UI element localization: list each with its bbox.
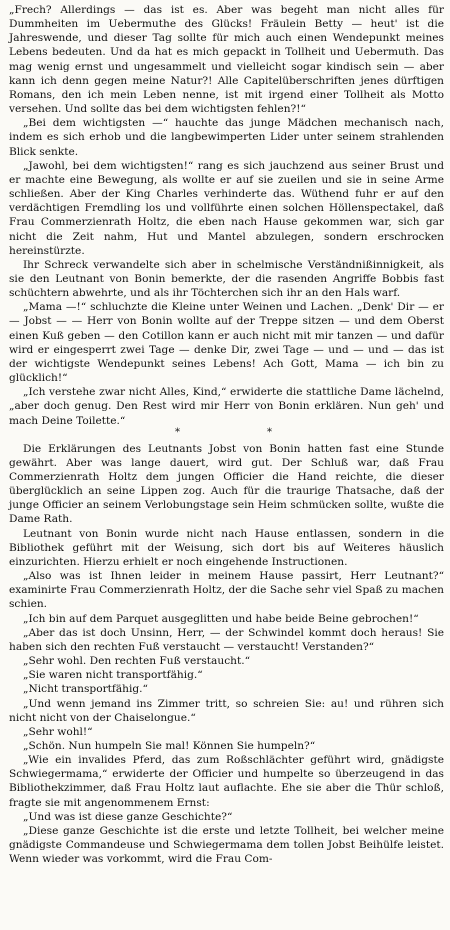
paragraph-17: „Sehr wohl!“ <box>23 725 93 738</box>
paragraph-14: „Sie waren nicht transportfähig.“ <box>23 669 203 682</box>
paragraph-8: Die Erklärungen des Leutnants Jobst von Bonin hatten fast eine Stunde gewährt. Aber was lange dauert, wird gut. Der Schluß war, daß Frau Commerzienrath Holtz dem jungen Officier die Hand reichte, die dieser überglücklich an seine Lippen zog. Auch für die traurige Thatsache, daß der junge Officier an seinem Verlobungstage sein Heim schmücken sollte, wußte die Dame Rath. <box>9 442 444 526</box>
separator-mark-right: * <box>267 426 272 438</box>
paragraph-5: „Mama —!“ schluchzte die Kleine unter Weinen und Lachen. „Denk' Dir — er — Jobst — — Herr von Bonin wollte auf der Treppe sitzen — und dem Oberst einen Kuß geben — den Cotillon kann er auch nicht mit mir tanzen — und dafür wird er eingesperrt zwei Tage — denke Dir, zwei Tage — und — und — das ist der wichtigste Wendepunkt seines Lebens! Ach Gott, Mama — ich bin zu glücklich!“ <box>9 301 444 385</box>
paragraph-1: „Frech? Allerdings — das ist es. Aber was begeht man nicht alles für Dummheiten im Uebermuthe des Glücks! Fräulein Betty — heut' ist die Jahreswende, und dieser Tag sollte für mich auch einen Wendepunkt meines Lebens bedeuten. Und da hat es mich gepackt in Tollheit und Uebermuth. Das mag wenig ernst und ungesammelt und vielleicht sogar kindisch sein — aber kann ich denn gegen meine Natur?! Alle Capitelüberschriften jenes dürftigen Romans, den ich mein Leben nenne, ist mit irgend einer Tollheit als Motto versehen. Und sollte das bei dem wichtigsten fehlen?!“ <box>9 4 444 116</box>
paragraph-21: „Diese ganze Geschichte ist die erste und letzte Tollheit, bei welcher meine gnädigste Commandeuse und Schwiegermama dem tollen Jobst Beihülfe leistet. Wenn wieder was vorkommt, wird die Frau Com- <box>9 824 444 866</box>
paragraph-10: „Also was ist Ihnen leider in meinem Hause passirt, Herr Leutnant?“ examinirte Frau Commerzienrath Holtz, der die Sache sehr viel Spaß zu machen schien. <box>9 570 444 611</box>
paragraph-9: Leutnant von Bonin wurde nicht nach Hause entlassen, sondern in die Bibliothek geführt mit der Weisung, sich dort bis auf Weiteres häuslich einzurichten. Hierzu erhielt er noch eingehende Instructionen. <box>9 527 444 568</box>
paragraph-15: „Nicht transportfähig.“ <box>23 683 148 696</box>
paragraph-2: „Bei dem wichtigsten —“ hauchte das junge Mädchen mechanisch nach, indem es sich erhob und die langbewimperten Lider unter seinem strahlenden Blick senkte. <box>9 117 444 158</box>
paragraph-4: Ihr Schreck verwandelte sich aber in schelmische Verständnißinnigkeit, als sie den Leutnant von Bonin bemerkte, der die rasenden Angriffe Bobbis fast schüchtern abwehrte, und als ihr Töchterchen sich ihr an den Hals warf. <box>9 258 444 300</box>
paragraph-3: „Jawohl, bei dem wichtigsten!“ rang es sich jauchzend aus seiner Brust und er machte eine Bewegung, als wollte er auf sie zueilen und sie in seine Arme schließen. Aber der King Charles verhinderte das. Wüthend fuhr er auf den verdächtigen Fremdling los und vollführte einen solchen Höllenspectakel, daß Frau Commerzienrath Holtz, die eben nach Hause gekommen war, sich gar nicht die Zeit nahm, Hut und Mantel abzulegen, sondern erschrocken hereinstürzte. <box>9 159 444 257</box>
paragraph-6: „Ich verstehe zwar nicht Alles, Kind,“ erwiderte die stattliche Dame lächelnd, „aber doch genug. Den Rest wird mir Herr von Bonin erklären. Nun geh' und mach Deine Toilette.“ <box>9 386 444 427</box>
paragraph-12: „Aber das ist doch Unsinn, Herr, — der Schwindel kommt doch heraus! Sie haben sich den rechten Fuß verstaucht — verstaucht! Verstanden?“ <box>9 626 444 653</box>
section-separator <box>9 426 444 439</box>
paragraph-16: „Und wenn jemand ins Zimmer tritt, so schreien Sie: au! und rühren sich nicht nicht von der Chaiselongue.“ <box>9 697 444 724</box>
paragraph-20: „Und was ist diese ganze Geschichte?“ <box>23 810 233 823</box>
separator-mark-left: * <box>175 426 180 438</box>
paragraph-13: „Sehr wohl. Den rechten Fuß verstaucht.“ <box>23 655 250 668</box>
paragraph-11: „Ich bin auf dem Parquet ausgeglitten und habe beide Beine gebrochen!“ <box>23 612 419 625</box>
paragraph-19: „Wie ein invalides Pferd, das zum Roßschlächter geführt wird, gnädigste Schwiegermama,“ erwiderte der Officier und humpelte so überzeugend in das Bibliothekzimmer, daß Frau Holtz laut auflachte. Ehe sie aber die Thür schloß, fragte sie mit angenommenem Ernst: <box>9 754 444 809</box>
paragraph-18: „Schön. Nun humpeln Sie mal! Können Sie humpeln?“ <box>23 739 316 752</box>
